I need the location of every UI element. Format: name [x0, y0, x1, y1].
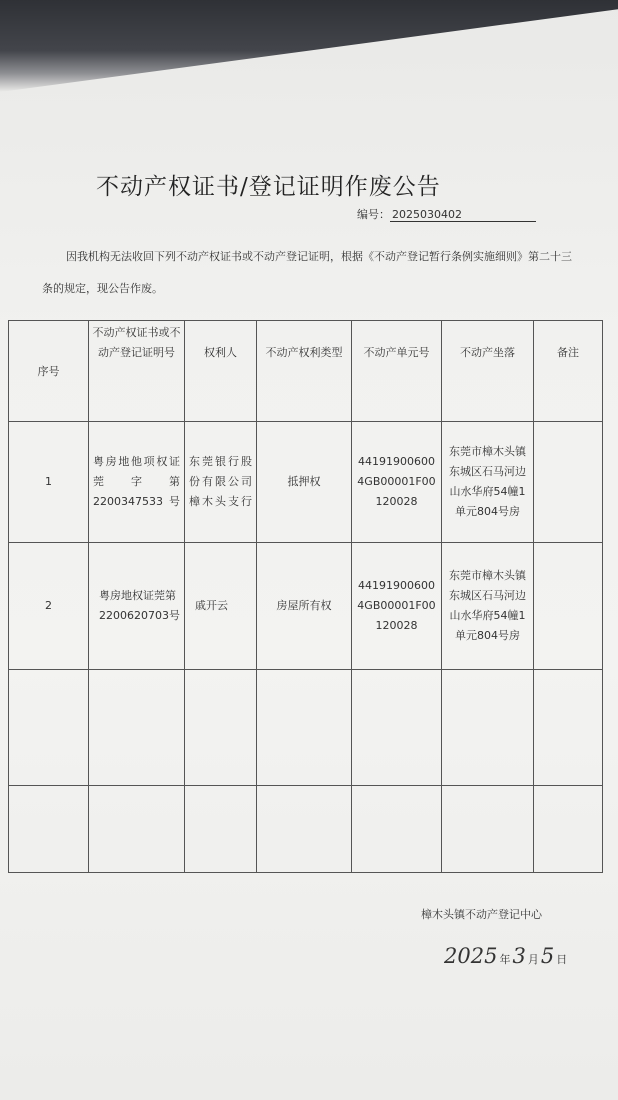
date-month: 3 — [512, 944, 526, 968]
table-row — [9, 543, 603, 670]
header-remark: 备注 — [534, 321, 603, 422]
row-right-type: 房屋所有权 — [257, 543, 352, 670]
notice-intro: 因我机构无法收回下列不动产权证书或不动产登记证明，根据《不动产登记暂行条例实施细则》第二十三条的规定，现公告作废。 — [42, 250, 572, 295]
header-location: 不动产坐落 — [442, 321, 534, 422]
notice-title: 不动产权证书/登记证明作废公告 — [96, 174, 441, 200]
table-row — [9, 422, 603, 543]
row-seq: 2 — [9, 543, 89, 670]
header-cert-no: 不动产权证书或不动产登记证明号 — [89, 321, 185, 422]
table-row-empty — [9, 786, 603, 873]
row-holder: 戚开云 — [185, 543, 257, 670]
table-row-empty — [9, 670, 603, 786]
header-unit-no: 不动产单元号 — [352, 321, 442, 422]
document-number-label: 编号： — [357, 208, 390, 221]
row-seq: 1 — [9, 422, 89, 543]
issuing-office: 樟木头镇不动产登记中心 — [421, 908, 542, 921]
row-right-type: 抵押权 — [257, 422, 352, 543]
row-cert-no: 粤房地权证莞第2200620703号 — [89, 543, 185, 670]
header-seq: 序号 — [9, 321, 89, 422]
row-unit-no: 441919006004GB00001F00120028 — [352, 543, 442, 670]
date-year: 2025 — [444, 944, 498, 968]
document-number — [357, 206, 536, 222]
document-number-value: 2025030402 — [390, 208, 536, 222]
header-right-type: 不动产权利类型 — [257, 321, 352, 422]
row-holder: 东莞银行股份有限公司樟木头支行 — [185, 422, 257, 543]
date-day-unit: 日 — [556, 953, 568, 966]
void-certificate-table — [8, 320, 603, 873]
header-holder: 权利人 — [185, 321, 257, 422]
row-remark — [534, 422, 603, 543]
row-location: 东莞市樟木头镇东城区石马河边山水华府54幢1单元804号房 — [442, 422, 534, 543]
date-day: 5 — [540, 944, 555, 968]
row-cert-no: 粤房地他项权证莞字第2200347533号 — [89, 422, 185, 543]
table-header-row — [9, 321, 603, 422]
row-location: 东莞市樟木头镇东城区石马河边山水华府54幢1单元804号房 — [442, 543, 534, 670]
handwritten-date — [444, 944, 569, 968]
date-month-unit: 月 — [527, 953, 539, 966]
row-remark — [534, 543, 603, 670]
date-year-unit: 年 — [499, 953, 511, 966]
row-unit-no: 441919006004GB00001F00120028 — [352, 422, 442, 543]
